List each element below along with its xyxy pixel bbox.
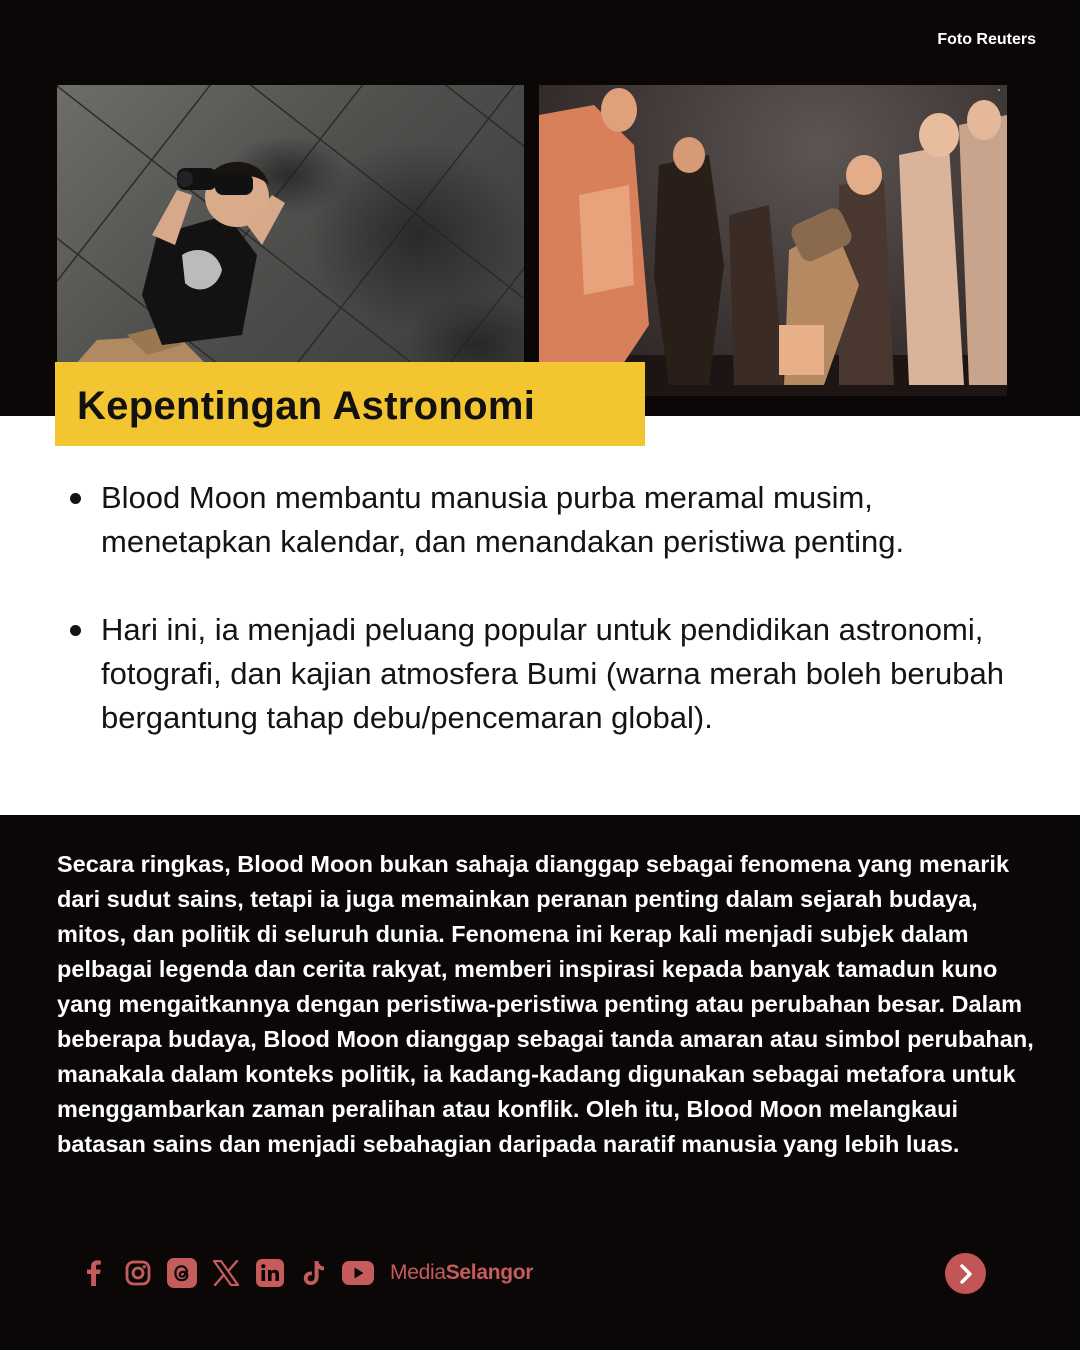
chevron-right-icon [957, 1264, 975, 1284]
bullet-item: Hari ini, ia menjadi peluang popular untuk pendidikan astronomi, fotografi, dan kajian atmosfera Bumi (warna merah boleh berubah bergantung tahap debu/pencemaran global). [70, 608, 1030, 740]
youtube-icon[interactable] [342, 1257, 374, 1289]
threads-icon[interactable] [166, 1257, 198, 1289]
brand-logo-media: Media [390, 1261, 446, 1284]
brand-logo-selangor: Selangor [445, 1261, 534, 1284]
photo-crowd-telescope [539, 85, 1007, 396]
photo-boy-binoculars [57, 85, 524, 396]
linkedin-icon[interactable] [254, 1257, 286, 1289]
page-title: Kepentingan Astronomi [77, 384, 536, 428]
next-button[interactable] [945, 1253, 986, 1294]
photo-crowd-telescope-illustration [539, 85, 1007, 396]
tiktok-icon[interactable] [298, 1257, 330, 1289]
bullet-item: Blood Moon membantu manusia purba meramal musim, menetapkan kalendar, dan menandakan peristiwa penting. [70, 476, 1030, 564]
title-banner [55, 362, 645, 446]
social-links [78, 1254, 533, 1292]
brand-logo [390, 1261, 533, 1285]
bullet-list [70, 476, 1030, 784]
summary-paragraph: Secara ringkas, Blood Moon bukan sahaja dianggap sebagai fenomena yang menarik dari sudut sains, tetapi ia juga memainkan peranan penting dalam sejarah budaya, mitos, dan politik di seluruh dunia. Fenomena ini kerap kali menjadi subjek dalam pelbagai legenda dan cerita rakyat, memberi inspirasi kepada banyak tamadun kuno yang mengaitkannya dengan peristiwa-peristiwa penting atau perubahan besar. Dalam beberapa budaya, Blood Moon dianggap sebagai tanda amaran atau simbol perubahan, manakala dalam konteks politik, ia kadang-kadang digunakan sebagai metafora untuk menggambarkan zaman peralihan atau konflik. Oleh itu, Blood Moon melangkaui batasan sains dan menjadi sebahagian daripada naratif manusia yang lebih luas. [57, 851, 1034, 1157]
photo-credit: Foto Reuters [937, 31, 1036, 48]
facebook-icon[interactable] [78, 1257, 110, 1289]
photo-boy-binoculars-illustration [57, 85, 524, 396]
instagram-icon[interactable] [122, 1257, 154, 1289]
x-icon[interactable] [210, 1257, 242, 1289]
